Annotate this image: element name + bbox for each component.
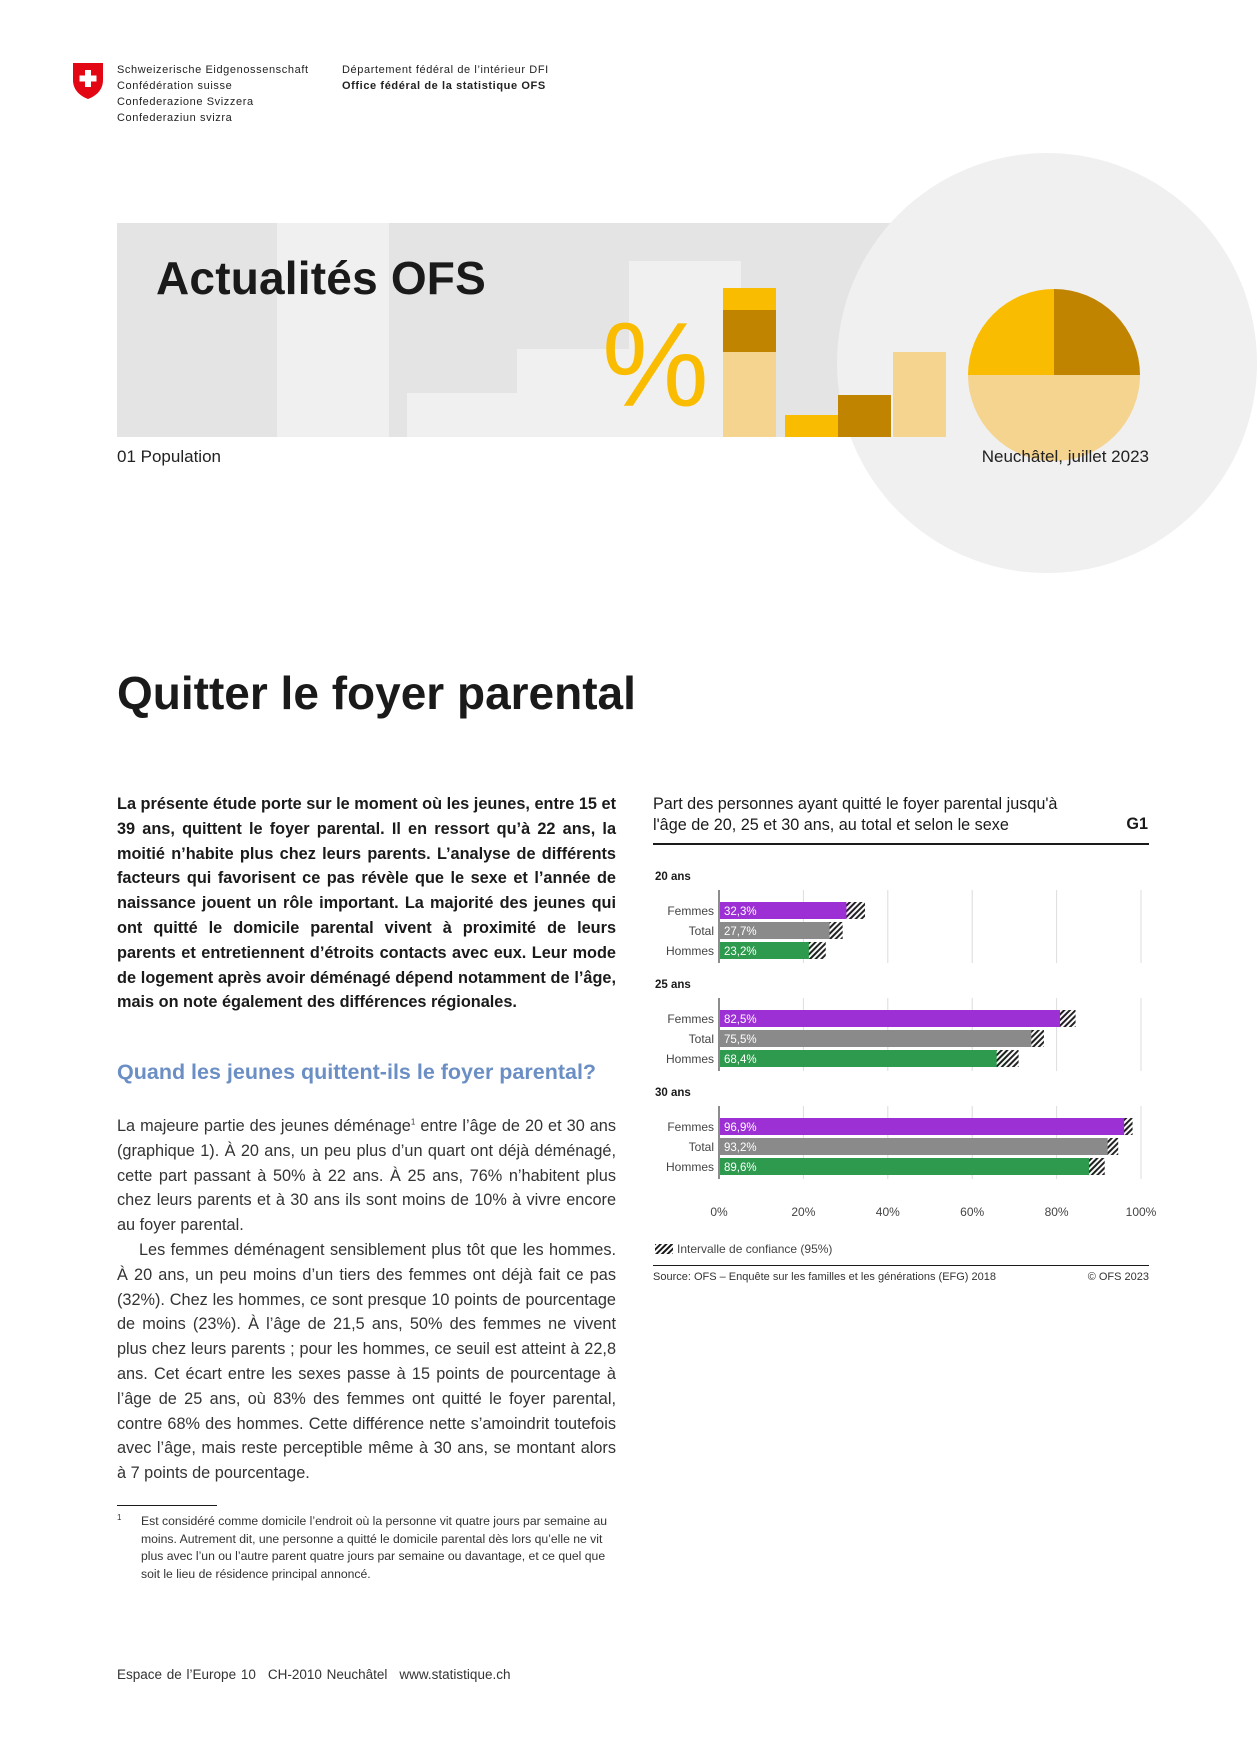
footnote-mark: 1 (117, 1513, 122, 1522)
bar-category-label: Hommes (665, 1052, 714, 1066)
bar-value-label: 82,5% (724, 1014, 757, 1026)
group-label: 25 ans (655, 979, 691, 991)
body-paragraph (117, 1114, 616, 1238)
chart-copyright: © OFS 2023 (1087, 1271, 1149, 1283)
place-date: Neuchâtel, juillet 2023 (981, 447, 1149, 466)
body-text (117, 1114, 616, 1486)
confederation-line-de: Schweizerische Eidgenossenschaft (117, 64, 309, 76)
confidence-interval (1060, 1010, 1076, 1027)
confidence-interval (997, 1050, 1019, 1067)
confederation-line-rm: Confederaziun svizra (117, 112, 233, 124)
confidence-interval (1031, 1030, 1044, 1047)
bar-category-label: Femmes (667, 1120, 714, 1134)
banner-bar (893, 352, 946, 437)
office-name: Office fédéral de la statistique OFS (342, 80, 546, 92)
tick-label: 20% (791, 1205, 816, 1219)
banner (117, 223, 1149, 437)
bar (720, 1158, 1097, 1175)
confederation-line-it: Confederazione Svizzera (117, 96, 254, 108)
bar-category-label: Total (688, 1140, 714, 1154)
tick-label: 80% (1044, 1205, 1069, 1219)
chart-number: G1 (1126, 815, 1148, 833)
percent-symbol: % (602, 298, 709, 432)
confidence-interval (1124, 1118, 1132, 1135)
banner-bar (723, 288, 776, 310)
section-heading: Quand les jeunes quittent-ils le foyer parental? (117, 1060, 597, 1084)
source-rule (653, 1265, 1149, 1266)
banner-pie (968, 289, 1140, 437)
bar (720, 1050, 1008, 1067)
banner-title: Actualités OFS (156, 252, 486, 304)
footnote-text: Est considéré comme domicile l’endroit où la personne vit quatre jours par semaine au moins. Autrement dit, une personne a quitté le domicile parental dès lors qu’elle ne vit plus avec l’un ou l’autre parent quatre jours par semaine ou davantage, et ce quel que soit le lieu de résidence principal annoncé. (141, 1514, 608, 1581)
lead-paragraph: La présente étude porte sur le moment où les jeunes, entre 15 et 39 ans, quittent le foyer parental. Il en ressort qu’à 22 ans, la moitié n’habite plus chez leurs parents. L’analyse de différents facteurs qui favorisent ce pas révèle que le sexe et l’année de naissance jouent un rôle important. La majorité des jeunes qui ont quitté le domicile parental vivent à proximité de leurs parents et entretiennent d’étroits contacts avec eux. Leur mode de logement après avoir déménagé dépend notamment de l’âge, mais on note également des différences régionales. (117, 795, 616, 1012)
section-label: 01 Population (117, 447, 221, 466)
banner-bar (723, 352, 776, 437)
banner-bar (723, 310, 776, 352)
confederation-name (117, 62, 309, 126)
bar-category-label: Hommes (665, 1160, 714, 1174)
banner-bar (785, 415, 838, 437)
footer (117, 1667, 522, 1682)
page-title: Quitter le foyer parental (117, 667, 636, 719)
bar-value-label: 68,4% (724, 1054, 757, 1066)
bar (720, 1010, 1067, 1027)
tick-label: 0% (710, 1205, 728, 1219)
confidence-interval (846, 902, 865, 919)
department-name: Département fédéral de l’intérieur DFI (342, 64, 549, 76)
department-block (342, 62, 549, 94)
bar (720, 1138, 1112, 1155)
tick-label: 60% (960, 1205, 985, 1219)
footnote-reference[interactable]: 1 (410, 1117, 416, 1127)
chart-title-rule (653, 843, 1149, 845)
bar-category-label: Hommes (665, 944, 714, 958)
legend-swatch (655, 1244, 673, 1254)
footer-city: CH-2010 Neuchâtel (267, 1667, 388, 1682)
confidence-interval (809, 942, 826, 959)
legend-label: Intervalle de confiance (95%) (677, 1242, 833, 1256)
bar-category-label: Femmes (667, 904, 714, 918)
tick-label: 40% (875, 1205, 900, 1219)
chart-source: Source: OFS – Enquête sur les familles et les générations (EFG) 2018 (653, 1271, 996, 1283)
confidence-interval (1108, 1138, 1119, 1155)
bar-value-label: 32,3% (724, 906, 757, 918)
bar-value-label: 75,5% (724, 1034, 757, 1046)
footer-address: Espace de l’Europe 10 (117, 1667, 256, 1682)
swiss-coat-of-arms-icon (72, 62, 104, 100)
banner-bar (838, 395, 891, 437)
tick-label: 100% (1125, 1205, 1157, 1219)
body-text-span: La majeure partie des jeunes déménage (117, 1117, 411, 1135)
bar-category-label: Femmes (667, 1012, 714, 1026)
group-label: 30 ans (655, 1087, 691, 1099)
confidence-interval (830, 922, 843, 939)
bar-category-label: Total (688, 1032, 714, 1046)
banner-shape (407, 393, 517, 437)
bar-value-label: 89,6% (724, 1162, 757, 1174)
bar-chart (653, 860, 1157, 1260)
bar-value-label: 27,7% (724, 926, 757, 938)
chart-title: Part des personnes ayant quitté le foyer parental jusqu'à l'âge de 20, 25 et 30 ans, au total et selon le sexe (653, 795, 1058, 834)
bar-value-label: 93,2% (724, 1142, 757, 1154)
bar-value-label: 96,9% (724, 1122, 757, 1134)
bar (720, 1030, 1038, 1047)
footer-website-link[interactable]: www.statistique.ch (399, 1667, 511, 1682)
bar-value-label: 23,2% (724, 946, 757, 958)
bar-category-label: Total (688, 924, 714, 938)
footnote-rule (117, 1505, 217, 1506)
confidence-interval (1089, 1158, 1105, 1175)
body-paragraph: Les femmes déménagent sensiblement plus tôt que les hommes. À 20 ans, un peu moins d’un tiers des femmes ont déjà fait ce pas (32%). Chez les hommes, ce sont presque 10 points de pourcentage de moins (23%). À l’âge de 21,5 ans, 50% des femmes ne vivent plus chez leurs parents ; pour les hommes, ce seuil est atteint à 22,8 ans. Cet écart entre les sexes passe à 15 points de pourcentage à l’âge de 25 ans, où 83% des femmes ont quitté le foyer parental, contre 68% des hommes. Cette différence nette s’amoindrit toutefois avec l’âge, mais reste perceptible même à 30 ans, se montant alors à 7 points de pourcentage. (117, 1240, 616, 1483)
body-text-span: entre l’âge de 20 et 30 ans (graphique 1). À 20 ans, un peu plus d’un quart ont déjà déménagé, cette part passant à 50% à 22 ans. À 25 ans, 76% n’habitent plus chez leurs parents et à 30 ans ils sont moins de 10% à vivre encore au foyer parental. (117, 1117, 616, 1235)
confederation-line-fr: Confédération suisse (117, 80, 233, 92)
group-label: 20 ans (655, 871, 691, 883)
bar (720, 1118, 1128, 1135)
